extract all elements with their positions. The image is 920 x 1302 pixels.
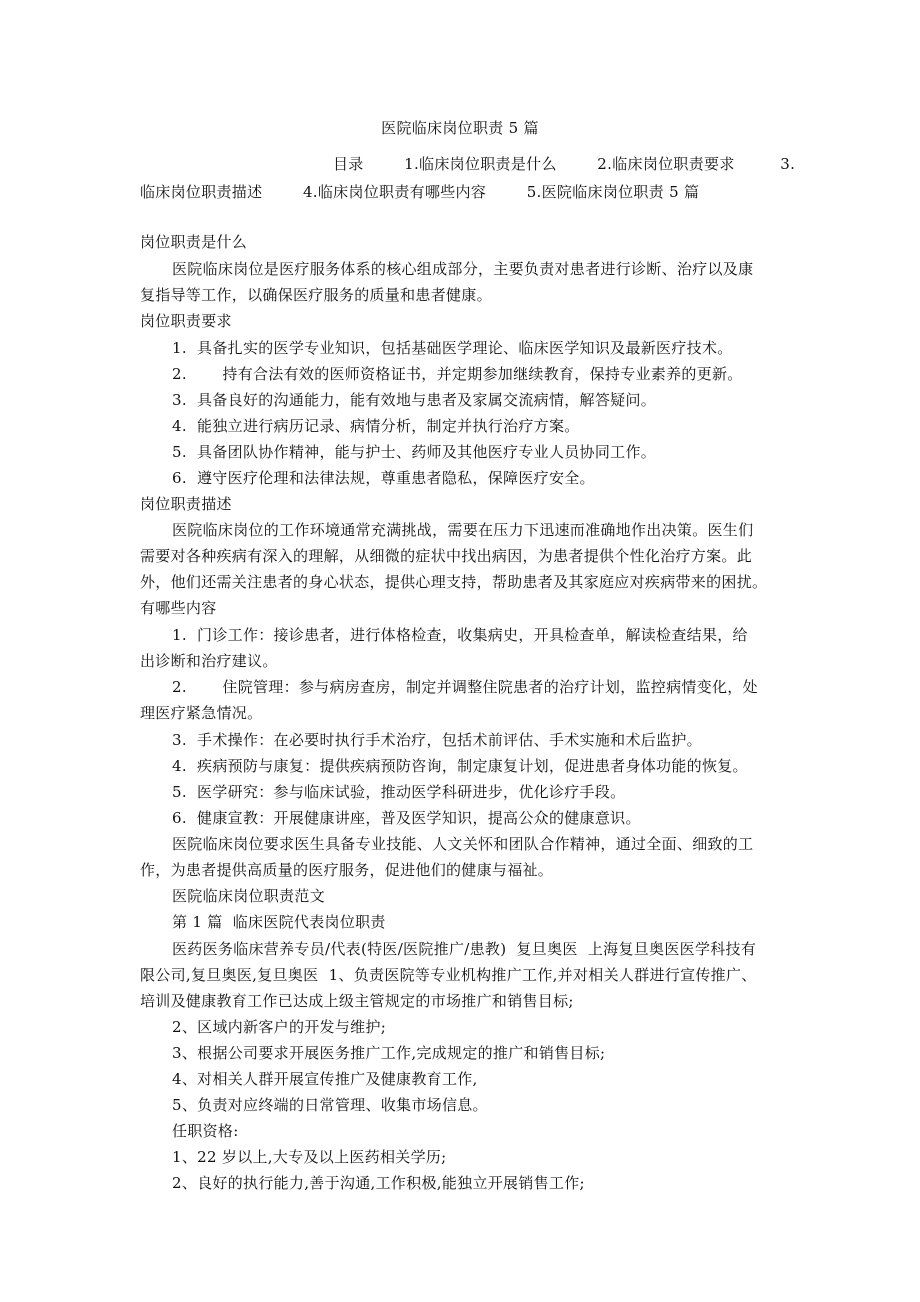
page-title: 医院临床岗位职责 5 篇 [381,119,539,137]
list-item: 3. 手术操作：在必要时执行手术治疗，包括术前评估、手术实施和术后监护。 [172,731,702,749]
section-heading-description: 岗位职责描述 [140,495,232,513]
toc-line-1: 目录 1.临床岗位职责是什么 2.临床岗位职责要求 3. [333,155,796,173]
qualification-heading: 任职资格: [172,1122,239,1140]
section-heading-sample: 医院临床岗位职责范文 [172,887,326,905]
list-item: 2. 住院管理：参与病房查房，制定并调整住院患者的治疗计划，监控病情变化，处 [172,678,758,696]
paragraph-line: 医院临床岗位是医疗服务体系的核心组成部分，主要负责对患者进行诊断、治疗以及康 [172,260,754,278]
paragraph-line: 作，为患者提供高质量的医疗服务，促进他们的健康与福祉。 [140,861,554,879]
duty-item: 3、根据公司要求开展医务推广工作,完成规定的推广和销售目标; [172,1044,606,1062]
qualification-item: 2、良好的执行能力,善于沟通,工作积极,能独立开展销售工作; [172,1174,585,1192]
paragraph-line: 复指导等工作，以确保医疗服务的质量和患者健康。 [140,286,492,304]
qualification-item: 1、22 岁以上,大专及以上医药相关学历; [172,1148,447,1166]
paragraph-line: 医院临床岗位的工作环境通常充满挑战，需要在压力下迅速而准确地作出决策。医生们 [172,521,754,539]
paragraph-line: 医院临床岗位要求医生具备专业技能、人文关怀和团队合作精神，通过全面、细致的工 [172,835,754,853]
list-item: 6. 遵守医疗伦理和法律法规，尊重患者隐私，保障医疗安全。 [172,469,595,487]
section-heading-what: 岗位职责是什么 [140,233,248,251]
list-item: 6. 健康宣教：开展健康讲座，普及医学知识，提高公众的健康意识。 [172,809,641,827]
list-item: 5. 医学研究：参与临床试验，推动医学科研进步，优化诊疗手段。 [172,783,626,801]
paragraph-line: 医药医务临床营养专员/代表(特医/医院推广/患教) 复旦奥医 上海复旦奥医医学科技有 [172,940,757,958]
duty-item: 4、对相关人群开展宣传推广及健康教育工作, [172,1070,478,1088]
list-item: 2. 持有合法有效的医师资格证书，并定期参加继续教育，保持专业素养的更新。 [172,365,743,383]
list-item: 4. 能独立进行病历记录、病情分析，制定并执行治疗方案。 [172,417,580,435]
paragraph-line: 外，他们还需关注患者的身心状态，提供心理支持，帮助患者及其家庭应对疾病带来的困扰。 [140,573,768,591]
list-item: 5. 具备团队协作精神，能与护士、药师及其他医疗专业人员协同工作。 [172,443,657,461]
duty-item: 5、负责对应终端的日常管理、收集市场信息。 [172,1096,488,1114]
paragraph-line: 限公司,复旦奥医,复旦奥医 1、负责医院等专业机构推广工作,并对相关人群进行宣传推广、 [140,966,757,984]
list-item: 4. 疾病预防与康复：提供疾病预防咨询，制定康复计划，促进患者身体功能的恢复。 [172,757,748,775]
list-item: 3. 具备良好的沟通能力，能有效地与患者及家属交流病情，解答疑问。 [172,391,657,409]
section-heading-requirements: 岗位职责要求 [140,312,232,330]
list-item-continuation: 理医疗紧急情况。 [140,704,263,722]
paragraph-line: 培训及健康教育工作已达成上级主管规定的市场推广和销售目标; [140,992,574,1010]
list-item: 1. 门诊工作：接诊患者，进行体格检查，收集病史，开具检查单，解读检查结果，给 [172,626,748,644]
toc-line-2: 临床岗位职责描述 4.临床岗位职责有哪些内容 5.医院临床岗位职责 5 篇 [140,183,700,201]
list-item-continuation: 出诊断和治疗建议。 [140,652,278,670]
section-heading-content: 有哪些内容 [140,599,217,617]
sample-subheading: 第 1 篇 临床医院代表岗位职责 [172,913,386,931]
duty-item: 2、区域内新客户的开发与维护; [172,1018,387,1036]
paragraph-line: 需要对各种疾病有深入的理解，从细微的症状中找出病因，为患者提供个性化治疗方案。此 [140,547,753,565]
list-item: 1. 具备扎实的医学专业知识，包括基础医学理论、临床医学知识及最新医疗技术。 [172,339,733,357]
